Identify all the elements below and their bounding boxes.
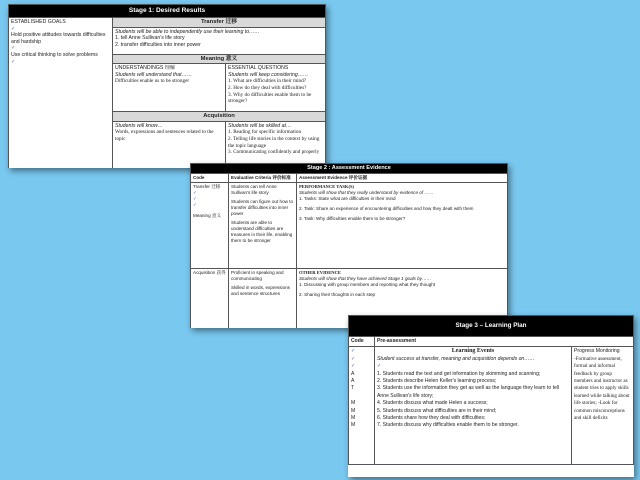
col-criteria: Evaluative Criteria 评价标准 (229, 174, 297, 183)
event-code: M (351, 400, 356, 407)
event-item: 4. Students discuss what made Helen a success; (377, 400, 488, 407)
stage2-title: Stage 2 : Assessment Evidence (191, 164, 508, 174)
skilled-intro: Students will be skilled at… (228, 122, 292, 129)
transfer-intro: Students will be able to independently use their learning to…… (115, 28, 260, 35)
col-evidence: Assessment Evidence 评价证据 (297, 174, 508, 183)
know-text: Words, expressions and sentences related to the topic (115, 129, 214, 142)
code-column: ✓ ✓ ✓ A A T M M M M (349, 347, 375, 465)
goals-header: ESTABLISHED GOALS (11, 19, 66, 25)
criteria-item: Skilled in words, expressions and sentence structures (231, 285, 290, 296)
event-code: T (351, 385, 355, 392)
col-code: Code (191, 174, 229, 183)
stage2-sheet (190, 163, 508, 328)
col-code: Code (349, 337, 375, 347)
acquisition-code-cell (191, 269, 229, 329)
progress-text: -Formative assessment, formal and informal feedback by group members and instructor as student tries to apply skills learned while talking about life stories; -Look for common misconceptions and skill deficits (573, 355, 630, 422)
goal-item: Use critical thinking to solve problems (11, 51, 98, 58)
skilled-cell (226, 121, 326, 168)
understandings-header: UNDERSTANDINGS 理解 (115, 65, 176, 72)
questions-cell (226, 64, 326, 112)
event-code: M (351, 415, 356, 422)
question-item: 2. How do they deal with difficulties? (228, 84, 307, 91)
performance-cell (297, 183, 508, 269)
event-item: 5. Students discuss what difficulties are in their mind; (377, 407, 497, 414)
other-header: OTHER EVIDENCE (299, 270, 341, 275)
know-cell (113, 121, 226, 168)
acquisition-code: Acquisition 获得 (193, 270, 226, 275)
performance-header: PERFORMANCE TASK(S) (299, 184, 355, 189)
skilled-item: 3. Communicating confidently and properly (228, 149, 320, 156)
event-code: A (351, 378, 355, 385)
meaning-code: Meaning 意义 (193, 213, 222, 218)
event-item: 7. Students discuss why difficulties enable them to be stronger. (377, 422, 519, 429)
criteria-item: Proficient in speaking and communicating (231, 270, 284, 281)
learning-events-cell: Learning Events Student success at transfer, meaning and acquisition depends on…… ✓ 1. Students read the text and get information by skimming and scanning; 2. Students describe Helen Keller's learning process; 3. Students use the information they get as well as the language they learn to tell Anne Sullivan's life story; 4. Students discuss what made Helen a success; 5. Students discuss what difficulties are in their mind; 6. Students share how they deal with difficulties; 7. Students discuss why difficulties enable them to be stronger. (375, 347, 572, 465)
meaning-title: Meaning 意义 (113, 54, 326, 64)
stage1-sheet (8, 4, 326, 168)
understandings-text: Difficulties enable us to be stronger (115, 78, 190, 85)
understandings-cell (113, 64, 226, 112)
understandings-intro: Students will understand that…… (115, 71, 192, 78)
questions-header: ESSENTIAL QUESTIONS (228, 65, 289, 72)
events-intro: Student success at transfer, meaning and acquisition depends on…… (377, 355, 535, 362)
criteria-item: Students are able to understand difficulties are treasures in their life, enabling them to be stronger (231, 220, 293, 243)
question-item: 1. What are difficulties in their mind? (228, 78, 307, 85)
criteria-item: Students can figure out how to transfer difficulties into inner power (231, 199, 294, 216)
event-code: M (351, 422, 356, 429)
col-pre-assessment: Pre-assessment (375, 337, 634, 347)
skilled-item: 1. Reading for specific information (228, 129, 302, 136)
questions-intro: Students will keep considering…… (228, 71, 309, 78)
task-item: 1. Tasks: State what are difficulties in their mind (299, 196, 396, 201)
code-cell: Transfer 迁移 ✓ ✓ ✓ Meaning 意义 (191, 183, 229, 269)
acquisition-title: Acquisition (113, 112, 326, 122)
criteria-cell (229, 183, 297, 269)
stage3-sheet (348, 315, 634, 477)
event-code: M (351, 407, 356, 414)
skilled-item: 2. Telling life stories in the context by using the topic language (228, 135, 320, 149)
criteria2-cell (229, 269, 297, 329)
criteria-item: Students can tell Anne Sullivan's life story (231, 184, 277, 195)
events-header: Learning Events (451, 348, 495, 355)
event-item: 1. Students read the text and get information by skimming and scanning; (377, 370, 541, 377)
transfer-code: Transfer 迁移 (193, 184, 221, 189)
transfer-item: 2. transfer difficulties into inner power (115, 41, 201, 48)
event-item: 6. Students share how they deal with difficulties; (377, 415, 486, 422)
event-item: 3. Students use the information they get as well as the language they learn to tell Anne Sullivan's life story; (377, 385, 560, 399)
task-item: 2. Task: Share an experience of encountering difficulties and how they dealt with them (299, 206, 474, 211)
other-intro: Students will show that they have achieved Stage 1 goals by…… (299, 276, 432, 281)
transfer-cell (113, 27, 326, 54)
task-item: 3. Task: Why difficulties enable them to be stronger? (299, 216, 406, 221)
goals-cell: ESTABLISHED GOALS ✓ Hold positive attitudes towards difficulties and hardship ✓ Use critical thinking to solve problems ✓ (9, 18, 113, 169)
progress-header: Progress Monitoring (573, 348, 620, 355)
stage1-title: Stage 1: Desired Results (9, 5, 326, 18)
know-intro: Students will know… (115, 122, 163, 129)
stage3-title: Stage 3 – Learning Plan (349, 316, 634, 337)
event-item: 2. Students describe Helen Keller's learning process; (377, 378, 497, 385)
transfer-title: Transfer 迁移 (113, 18, 326, 28)
performance-intro: Students will show that they really understand by evidence of …… (299, 190, 434, 195)
goal-item: Hold positive attitudes towards difficulties and hardship (11, 32, 106, 45)
other-item: 2. Sharing their thoughts in each step (299, 292, 376, 297)
question-item: 3. Why do difficulties enable them to be stronger? (228, 91, 312, 105)
other-item: 1. Discussing with group members and reporting what they thought (299, 282, 436, 287)
transfer-item: 1. tell Anne Sullivan's life story (115, 35, 185, 42)
event-code: A (351, 370, 355, 377)
progress-cell (571, 347, 633, 465)
